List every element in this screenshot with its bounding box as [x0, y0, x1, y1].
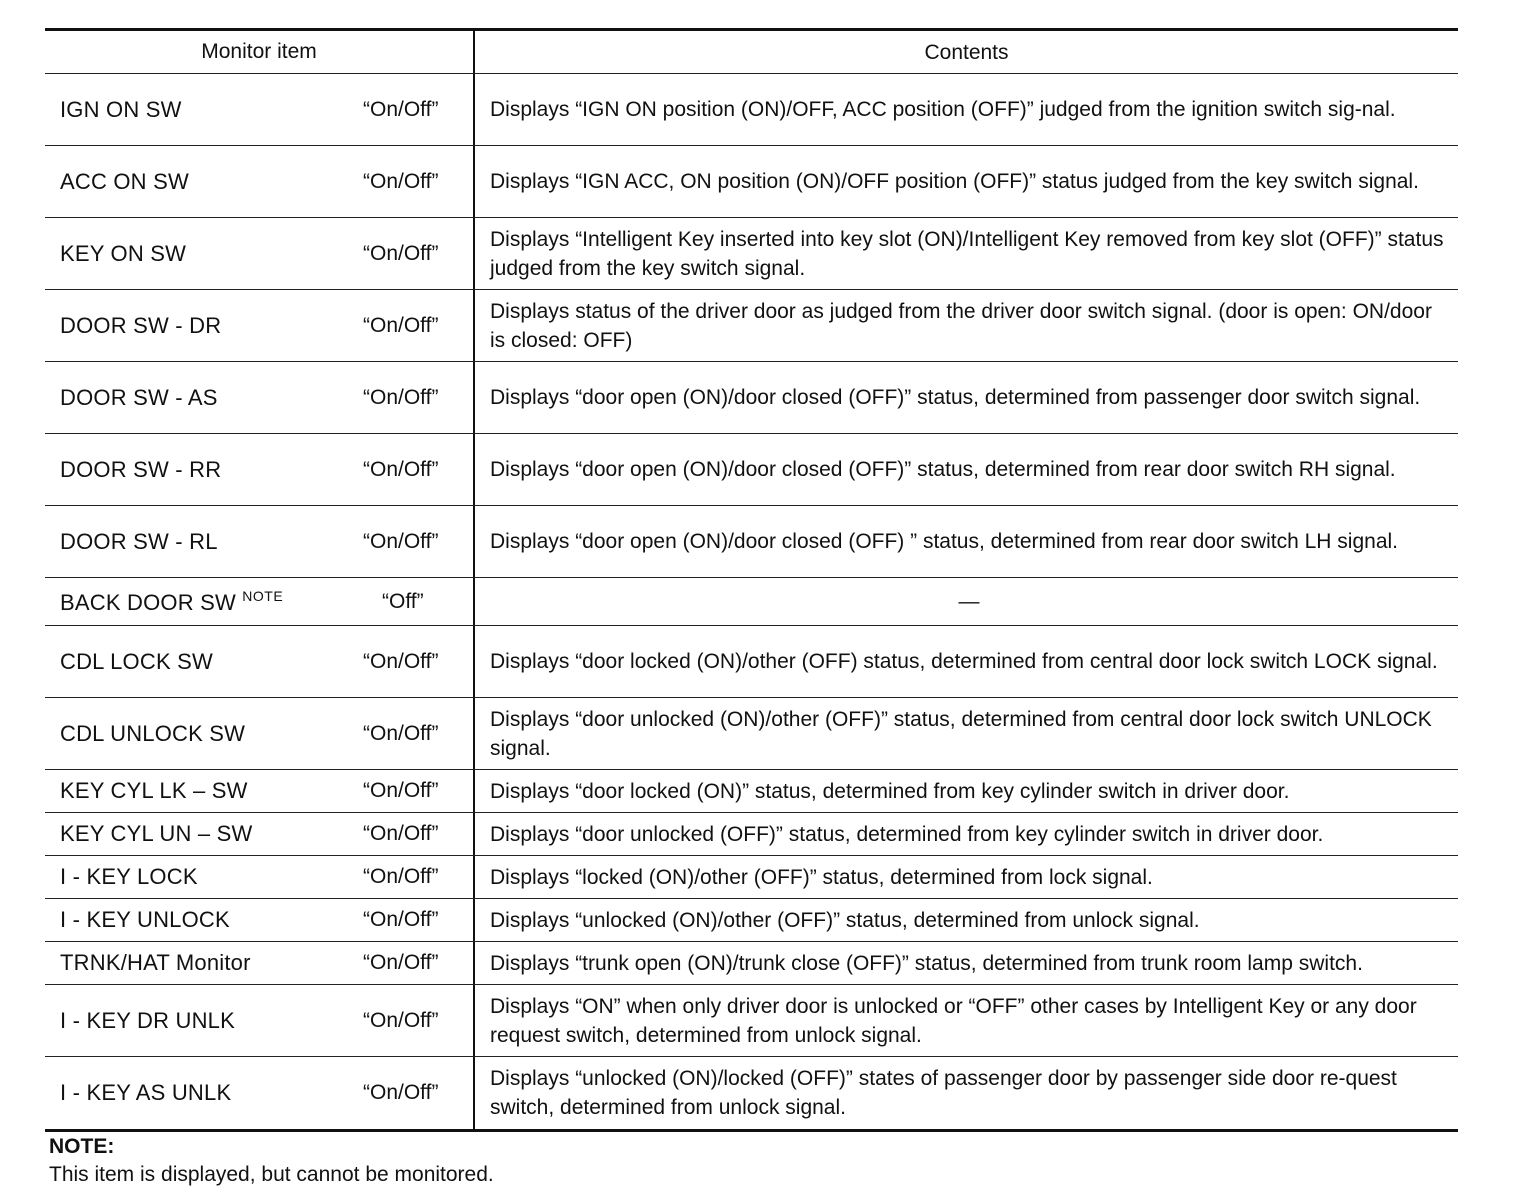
- monitor-item-name: CDL UNLOCK SW: [60, 720, 246, 746]
- monitor-item-name: DOOR SW - RR: [60, 456, 222, 482]
- monitor-item-contents: Displays “door open (ON)/door closed (OFF) ” status, determined from rear door switch LH signal.: [490, 530, 1398, 553]
- monitor-item-name: I - KEY LOCK: [60, 864, 198, 889]
- monitor-item-value: “Off”: [382, 589, 424, 613]
- monitor-item-value: “On/Off”: [363, 313, 439, 337]
- monitor-item-contents: Displays “door unlocked (ON)/other (OFF)” status, determined from central door lock switch UNLOCK signal.: [490, 707, 1432, 760]
- monitor-item-contents: Displays “door locked (ON)/other (OFF) status, determined from central door lock switch LOCK signal.: [490, 650, 1438, 673]
- table-row: [45, 578, 1458, 626]
- table-row: [45, 856, 1458, 899]
- monitor-item-contents: Displays “door unlocked (OFF)” status, determined from key cylinder switch in driver door.: [490, 822, 1324, 846]
- monitor-item-contents: Displays “door open (ON)/door closed (OFF)” status, determined from rear door switch RH signal.: [490, 458, 1396, 481]
- monitor-item-name: CDL LOCK SW: [60, 648, 213, 674]
- monitor-item-name: KEY CYL LK – SW: [60, 778, 248, 803]
- monitor-item-contents: Displays “door open (ON)/door closed (OFF)” status, determined from passenger door switch signal.: [490, 386, 1421, 409]
- monitor-item-contents: Displays “IGN ON position (ON)/OFF, ACC position (OFF)” judged from the ignition switch sig-nal.: [490, 98, 1396, 121]
- monitor-item-name: ACC ON SW: [60, 168, 189, 194]
- monitor-item-contents: Displays “ON” when only driver door is unlocked or “OFF” other cases by Intelligent Key or any door request switch, determined from unlock signal.: [490, 994, 1417, 1047]
- monitor-item-name: IGN ON SW: [60, 96, 182, 122]
- table-row: [45, 290, 1458, 362]
- note-label: NOTE:: [49, 1135, 115, 1158]
- monitor-item-name: DOOR SW - DR: [60, 312, 222, 338]
- monitor-item-contents: Displays “unlocked (ON)/other (OFF)” status, determined from unlock signal.: [490, 908, 1200, 932]
- monitor-item-name: KEY ON SW: [60, 240, 187, 266]
- table-row: [45, 74, 1458, 146]
- note-text: This item is displayed, but cannot be monitored.: [49, 1163, 494, 1186]
- monitor-item-contents: Displays “unlocked (ON)/locked (OFF)” states of passenger door by passenger side door re-quest switch, determined from unlock signal.: [490, 1067, 1397, 1119]
- monitor-item-contents: Displays “door locked (ON)” status, determined from key cylinder switch in driver door.: [490, 779, 1290, 803]
- table-row: [45, 985, 1458, 1057]
- monitor-item-contents: Displays “trunk open (ON)/trunk close (OFF)” status, determined from trunk room lamp switch.: [490, 951, 1363, 975]
- monitor-item-value: “On/Off”: [363, 1008, 439, 1032]
- monitor-item-name: I - KEY UNLOCK: [60, 907, 230, 932]
- monitor-item-contents: Displays “locked (ON)/other (OFF)” status, determined from lock signal.: [490, 865, 1153, 889]
- table-row: [45, 942, 1458, 985]
- monitor-item-name: DOOR SW - AS: [60, 384, 218, 410]
- table-header: [45, 31, 1458, 74]
- note-superscript: NOTE: [242, 587, 284, 604]
- header-monitor-item: Monitor item: [45, 31, 475, 73]
- monitor-item-value: “On/Off”: [363, 721, 439, 745]
- monitor-item-name: DOOR SW - RL: [60, 528, 218, 554]
- table-row: [45, 899, 1458, 942]
- table-row: [45, 218, 1458, 290]
- table-row: [45, 506, 1458, 578]
- monitor-table: [45, 28, 1458, 1132]
- monitor-item-value: “On/Off”: [363, 1081, 439, 1104]
- monitor-item-contents: Displays status of the driver door as judged from the driver door switch signal. (door is open: ON/door is closed: OFF): [490, 299, 1432, 352]
- monitor-item-value: “On/Off”: [363, 908, 439, 931]
- monitor-item-value: “On/Off”: [363, 457, 439, 481]
- monitor-item-value: “On/Off”: [363, 649, 439, 673]
- table-row: [45, 770, 1458, 813]
- table-row: [45, 698, 1458, 770]
- monitor-item-value: “On/Off”: [363, 97, 439, 121]
- table-row: [45, 813, 1458, 856]
- table-row: [45, 146, 1458, 218]
- header-contents: Contents: [924, 40, 1009, 64]
- monitor-item-name: I - KEY AS UNLK: [60, 1080, 232, 1105]
- monitor-item-value: “On/Off”: [363, 951, 439, 974]
- table-row: [45, 362, 1458, 434]
- table-row: [45, 626, 1458, 698]
- monitor-item-value: “On/Off”: [363, 169, 439, 193]
- monitor-item-contents: —: [958, 590, 980, 613]
- table-row: [45, 1057, 1458, 1129]
- monitor-item-name: TRNK/HAT Monitor: [60, 950, 251, 975]
- note-block: [49, 1133, 494, 1189]
- monitor-item-value: “On/Off”: [363, 779, 439, 802]
- monitor-item-value: “On/Off”: [363, 241, 439, 265]
- monitor-item-name: KEY CYL UN – SW: [60, 821, 253, 846]
- monitor-item-value: “On/Off”: [363, 865, 439, 888]
- monitor-item-name: BACK DOOR SW $^{NOTE}$: [60, 587, 284, 615]
- monitor-item-name: I - KEY DR UNLK: [60, 1007, 235, 1033]
- monitor-item-value: “On/Off”: [363, 385, 439, 409]
- monitor-item-value: “On/Off”: [363, 529, 439, 553]
- monitor-item-value: “On/Off”: [363, 822, 439, 845]
- monitor-item-contents: Displays “Intelligent Key inserted into key slot (ON)/Intelligent Key removed from key slot (OFF)” status judged from the key switch signal.: [490, 227, 1444, 280]
- monitor-item-contents: Displays “IGN ACC, ON position (ON)/OFF position (OFF)” status judged from the key switch signal.: [490, 170, 1419, 193]
- table-row: [45, 434, 1458, 506]
